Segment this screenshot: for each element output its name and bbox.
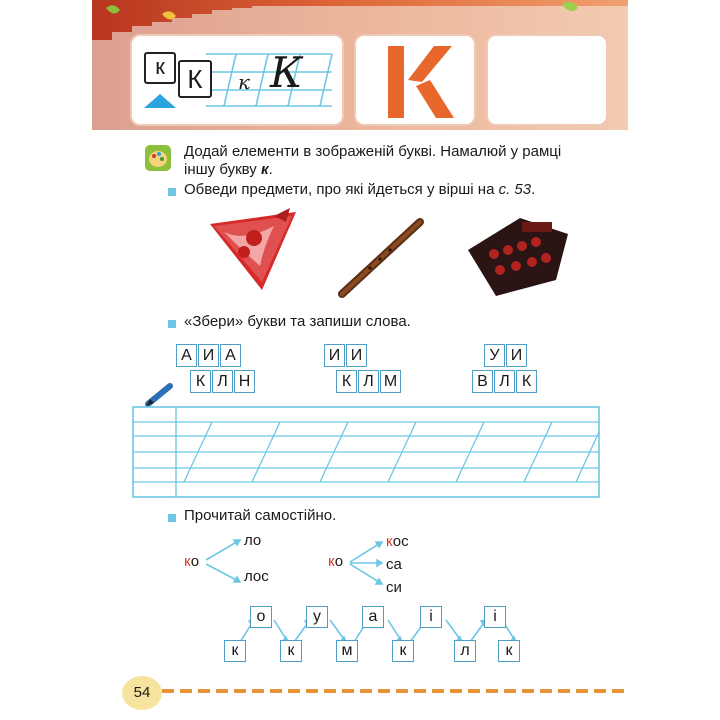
letter-box: Л <box>494 370 515 393</box>
letter-k-small-box: к <box>144 52 176 84</box>
chain-consonant: к <box>498 640 520 662</box>
chain-vowel: у <box>306 606 328 628</box>
task3-text: «Збери» букви та запиши слова. <box>184 313 411 330</box>
root-syllable <box>328 553 343 570</box>
scarf-image <box>204 202 300 294</box>
letter-card-decorated <box>354 34 476 126</box>
task1-line2-prefix: іншу букву <box>184 161 261 178</box>
chain-consonant: к <box>224 640 246 662</box>
root-syllable-rest: о <box>334 553 344 570</box>
task4-text: Прочитай самостійно. <box>184 507 337 524</box>
bullet <box>168 188 176 196</box>
flute-image <box>330 212 430 302</box>
chain-consonant: м <box>336 640 358 662</box>
footer-dashes <box>162 688 628 694</box>
task1-line1: Додай елементи в зображеній букві. Намалюй у рамці <box>184 143 562 160</box>
writing-grid[interactable] <box>132 406 602 500</box>
task2-text <box>184 181 535 199</box>
letter-box: И <box>506 344 527 367</box>
chain-consonant: к <box>280 640 302 662</box>
ending-syllable: си <box>386 579 402 596</box>
palette-icon <box>144 144 172 172</box>
letter-box: М <box>380 370 401 393</box>
letter-card-print-script <box>130 34 344 126</box>
ending-syllable <box>386 533 409 550</box>
letter-box: У <box>484 344 505 367</box>
chain-consonant: л <box>454 640 476 662</box>
reading-arrows-1 <box>200 534 250 594</box>
letter-box: А <box>176 344 197 367</box>
bullet <box>168 514 176 522</box>
letter-box: К <box>516 370 537 393</box>
task1-line2 <box>184 161 273 179</box>
task1-line2-suffix: . <box>268 161 273 178</box>
letter-box: В <box>472 370 493 393</box>
letter-box: Н <box>234 370 255 393</box>
chain-vowel: і <box>420 606 442 628</box>
letter-box: Л <box>212 370 233 393</box>
letter-box: К <box>190 370 211 393</box>
ending-syllable: са <box>386 556 402 573</box>
letter-box: И <box>346 344 367 367</box>
ending-syllable: ло <box>244 532 262 549</box>
drawing-frame[interactable] <box>486 34 608 126</box>
task2-ref: с. 53 <box>498 181 532 198</box>
bullet <box>168 320 176 328</box>
workbook-page <box>92 0 628 720</box>
chain-consonant: к <box>392 640 414 662</box>
ending-syllable: лос <box>244 568 269 585</box>
accordion-image <box>460 210 576 300</box>
pen-icon <box>144 382 174 408</box>
root-syllable <box>184 553 199 570</box>
ending-syllable-k: к <box>386 533 393 550</box>
task2-prefix: Обведи предмети, про які йдеться у вірші на <box>184 181 499 198</box>
letter-box: К <box>336 370 357 393</box>
task1-letter: к <box>260 161 269 178</box>
broken-letter-k <box>356 36 474 124</box>
page-number: 54 <box>122 676 162 710</box>
script-k-small: к <box>238 70 250 94</box>
root-syllable-k: к <box>328 553 335 570</box>
root-syllable-rest: о <box>190 553 200 570</box>
task2-suffix: . <box>531 181 536 198</box>
script-k-big: К <box>270 48 303 97</box>
chain-vowel: і <box>484 606 506 628</box>
letter-box: И <box>324 344 345 367</box>
chain-vowel: а <box>362 606 384 628</box>
ending-syllable-rest: ос <box>392 533 409 550</box>
letter-box: А <box>220 344 241 367</box>
root-syllable-k: к <box>184 553 191 570</box>
letter-box: Л <box>358 370 379 393</box>
chain-vowel: о <box>250 606 272 628</box>
letter-k-big-box: К <box>178 60 212 98</box>
letter-box: И <box>198 344 219 367</box>
